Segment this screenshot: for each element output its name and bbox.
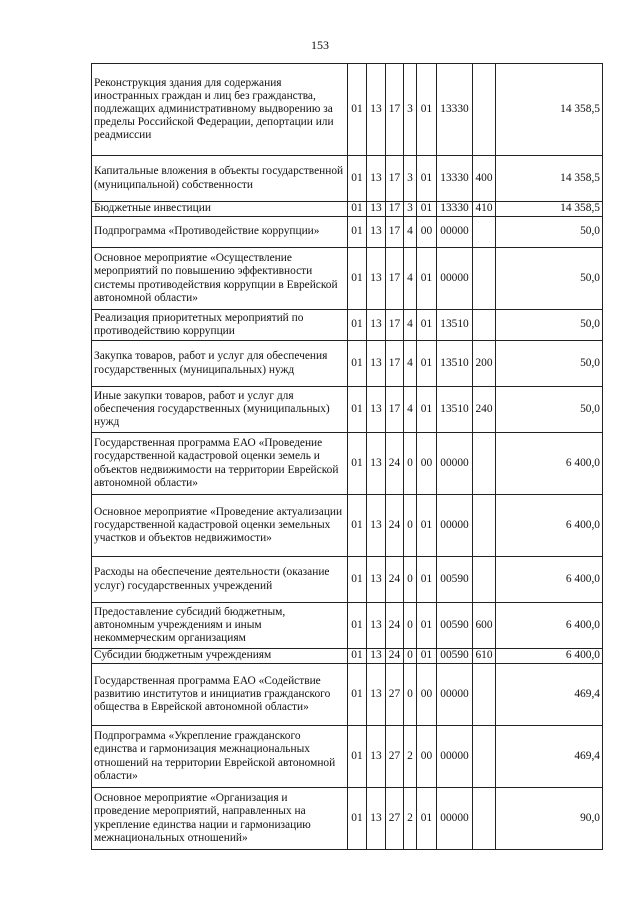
subsection-code: 13 [367, 310, 386, 341]
activity-code: 00 [417, 664, 437, 726]
direction-code: 00000 [437, 495, 473, 557]
expense-name: Предоставление субсидий бюджетным, автономным учреждениям и иным некоммерческим организациям [92, 603, 348, 649]
expense-type-code [473, 726, 496, 788]
amount: 6 400,0 [496, 495, 603, 557]
section-code: 01 [348, 557, 367, 603]
expense-name: Подпрограмма «Противодействие коррупции» [92, 217, 348, 248]
amount: 6 400,0 [496, 433, 603, 495]
amount: 50,0 [496, 248, 603, 310]
section-code: 01 [348, 495, 367, 557]
activity-code: 01 [417, 341, 437, 387]
subsection-code: 13 [367, 664, 386, 726]
subsection-code: 13 [367, 649, 386, 664]
amount: 14 358,5 [496, 156, 603, 202]
section-code: 01 [348, 248, 367, 310]
subsection-code: 13 [367, 557, 386, 603]
subsection-code: 13 [367, 603, 386, 649]
subsection-code: 13 [367, 495, 386, 557]
program-code: 17 [386, 202, 404, 217]
activity-code: 00 [417, 433, 437, 495]
subsection-code: 13 [367, 202, 386, 217]
direction-code: 00590 [437, 557, 473, 603]
expense-type-code: 400 [473, 156, 496, 202]
activity-code: 01 [417, 495, 437, 557]
table-row [92, 726, 603, 788]
direction-code: 00000 [437, 217, 473, 248]
program-code: 24 [386, 603, 404, 649]
section-code: 01 [348, 603, 367, 649]
table-row [92, 495, 603, 557]
table-row [92, 649, 603, 664]
subsection-code: 13 [367, 156, 386, 202]
activity-code: 01 [417, 603, 437, 649]
expense-name: Закупка товаров, работ и услуг для обеспечения государственных (муниципальных) нужд [92, 341, 348, 387]
amount: 6 400,0 [496, 603, 603, 649]
subprogram-code: 0 [404, 557, 417, 603]
amount: 50,0 [496, 310, 603, 341]
activity-code: 01 [417, 387, 437, 433]
section-code: 01 [348, 726, 367, 788]
expense-name: Основное мероприятие «Осуществление мероприятий по повышению эффективности системы противодействия коррупции в Еврейской автономной области» [92, 248, 348, 310]
direction-code: 00590 [437, 603, 473, 649]
table-row [92, 788, 603, 850]
direction-code: 00000 [437, 248, 473, 310]
expense-name: Подпрограмма «Укрепление гражданского единства и гармонизация межнациональных отношений на территории Еврейской автономной области» [92, 726, 348, 788]
amount: 50,0 [496, 387, 603, 433]
subsection-code: 13 [367, 387, 386, 433]
expense-name: Основное мероприятие «Организация и проведение мероприятий, направленных на укрепление единства нации и гармонизацию межнациональных отношений» [92, 788, 348, 850]
program-code: 17 [386, 341, 404, 387]
expense-name: Реализация приоритетных мероприятий по противодействию коррупции [92, 310, 348, 341]
program-code: 27 [386, 664, 404, 726]
section-code: 01 [348, 788, 367, 850]
subsection-code: 13 [367, 341, 386, 387]
expense-name: Государственная программа ЕАО «Содействие развитию институтов и инициатив гражданского общества в Еврейской автономной области» [92, 664, 348, 726]
program-code: 17 [386, 156, 404, 202]
subprogram-code: 0 [404, 603, 417, 649]
expense-name: Реконструкция здания для содержания иностранных граждан и лиц без гражданства, подлежащих административному выдворению за пределы Российской Федерации, депортации или реадмиссии [92, 64, 348, 156]
activity-code: 01 [417, 248, 437, 310]
subsection-code: 13 [367, 64, 386, 156]
budget-table [91, 63, 603, 850]
direction-code: 13510 [437, 310, 473, 341]
subprogram-code: 0 [404, 664, 417, 726]
section-code: 01 [348, 664, 367, 726]
subprogram-code: 4 [404, 248, 417, 310]
table-row [92, 341, 603, 387]
direction-code: 00000 [437, 788, 473, 850]
program-code: 17 [386, 310, 404, 341]
direction-code: 00000 [437, 664, 473, 726]
expense-name: Расходы на обеспечение деятельности (оказание услуг) государственных учреждений [92, 557, 348, 603]
activity-code: 01 [417, 788, 437, 850]
expense-name: Иные закупки товаров, работ и услуг для обеспечения государственных (муниципальных) нужд [92, 387, 348, 433]
subprogram-code: 0 [404, 433, 417, 495]
amount: 50,0 [496, 217, 603, 248]
expense-name: Капитальные вложения в объекты государственной (муниципальной) собственности [92, 156, 348, 202]
subprogram-code: 2 [404, 788, 417, 850]
expense-name: Субсидии бюджетным учреждениям [92, 649, 348, 664]
direction-code: 13510 [437, 387, 473, 433]
expense-type-code: 610 [473, 649, 496, 664]
subprogram-code: 3 [404, 156, 417, 202]
activity-code: 00 [417, 726, 437, 788]
expense-type-code [473, 664, 496, 726]
direction-code: 13330 [437, 156, 473, 202]
subsection-code: 13 [367, 248, 386, 310]
expense-name: Бюджетные инвестиции [92, 202, 348, 217]
program-code: 27 [386, 788, 404, 850]
section-code: 01 [348, 156, 367, 202]
activity-code: 01 [417, 156, 437, 202]
program-code: 17 [386, 217, 404, 248]
section-code: 01 [348, 64, 367, 156]
page-number: 153 [311, 38, 329, 52]
subprogram-code: 0 [404, 495, 417, 557]
subsection-code: 13 [367, 433, 386, 495]
amount: 6 400,0 [496, 649, 603, 664]
expense-type-code [473, 64, 496, 156]
subprogram-code: 4 [404, 387, 417, 433]
expense-type-code [473, 433, 496, 495]
expense-type-code [473, 788, 496, 850]
expense-type-code: 600 [473, 603, 496, 649]
section-code: 01 [348, 310, 367, 341]
program-code: 24 [386, 495, 404, 557]
subsection-code: 13 [367, 217, 386, 248]
direction-code: 13330 [437, 202, 473, 217]
program-code: 17 [386, 64, 404, 156]
table-row [92, 156, 603, 202]
expense-type-code [473, 557, 496, 603]
table-row [92, 603, 603, 649]
section-code: 01 [348, 341, 367, 387]
table-row [92, 387, 603, 433]
direction-code: 13330 [437, 64, 473, 156]
table-row [92, 433, 603, 495]
activity-code: 01 [417, 310, 437, 341]
amount: 469,4 [496, 726, 603, 788]
program-code: 27 [386, 726, 404, 788]
program-code: 24 [386, 433, 404, 495]
section-code: 01 [348, 649, 367, 664]
subprogram-code: 2 [404, 726, 417, 788]
section-code: 01 [348, 217, 367, 248]
activity-code: 01 [417, 557, 437, 603]
table-row [92, 557, 603, 603]
expense-name: Основное мероприятие «Проведение актуализации государственной кадастровой оценки земельных участков и объектов недвижимости» [92, 495, 348, 557]
section-code: 01 [348, 433, 367, 495]
program-code: 17 [386, 248, 404, 310]
amount: 14 358,5 [496, 202, 603, 217]
expense-type-code [473, 310, 496, 341]
table-row [92, 664, 603, 726]
program-code: 24 [386, 557, 404, 603]
amount: 50,0 [496, 341, 603, 387]
table-row [92, 248, 603, 310]
expense-name: Государственная программа ЕАО «Проведение государственной кадастровой оценки земель и объектов недвижимости на территории Еврейской автономной области» [92, 433, 348, 495]
amount: 469,4 [496, 664, 603, 726]
direction-code: 13510 [437, 341, 473, 387]
direction-code: 00000 [437, 726, 473, 788]
program-code: 24 [386, 649, 404, 664]
table-row [92, 64, 603, 156]
subprogram-code: 3 [404, 202, 417, 217]
subprogram-code: 4 [404, 310, 417, 341]
activity-code: 01 [417, 649, 437, 664]
table-row [92, 202, 603, 217]
table-row [92, 217, 603, 248]
expense-type-code: 200 [473, 341, 496, 387]
expense-type-code: 240 [473, 387, 496, 433]
activity-code: 00 [417, 217, 437, 248]
expense-type-code: 410 [473, 202, 496, 217]
subprogram-code: 3 [404, 64, 417, 156]
section-code: 01 [348, 387, 367, 433]
activity-code: 01 [417, 202, 437, 217]
subprogram-code: 4 [404, 217, 417, 248]
amount: 90,0 [496, 788, 603, 850]
expense-type-code [473, 248, 496, 310]
direction-code: 00590 [437, 649, 473, 664]
amount: 14 358,5 [496, 64, 603, 156]
amount: 6 400,0 [496, 557, 603, 603]
direction-code: 00000 [437, 433, 473, 495]
activity-code: 01 [417, 64, 437, 156]
subsection-code: 13 [367, 726, 386, 788]
table-body [92, 64, 603, 850]
expense-type-code [473, 495, 496, 557]
expense-type-code [473, 217, 496, 248]
section-code: 01 [348, 202, 367, 217]
program-code: 17 [386, 387, 404, 433]
table-row [92, 310, 603, 341]
subsection-code: 13 [367, 788, 386, 850]
subprogram-code: 0 [404, 649, 417, 664]
subprogram-code: 4 [404, 341, 417, 387]
